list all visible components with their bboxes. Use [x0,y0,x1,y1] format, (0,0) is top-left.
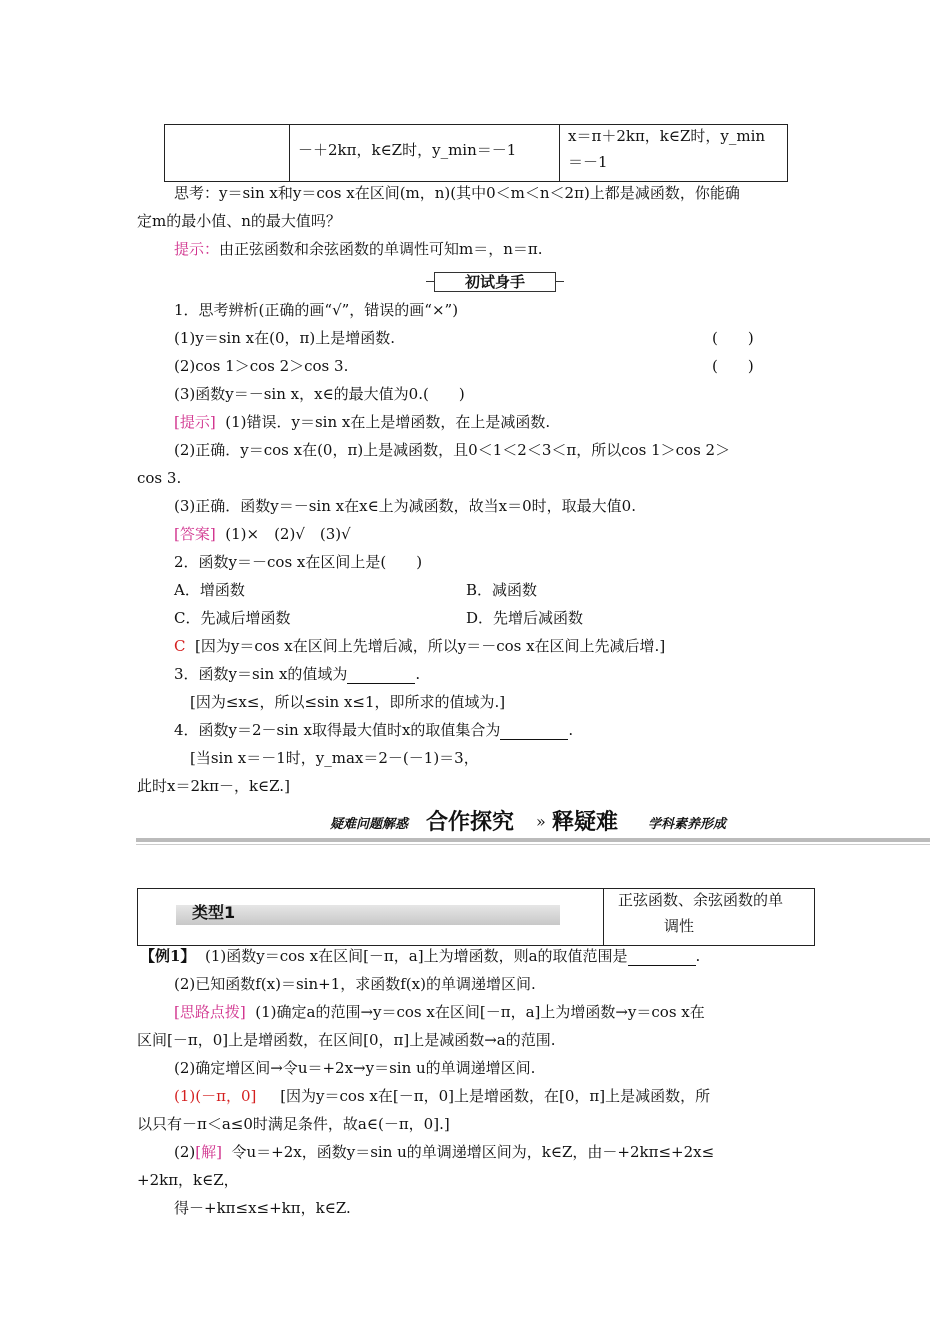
q3-blank [347,669,415,684]
q1-item-1: (1)y＝sin x在(0，π)上是增函数. [174,329,395,347]
table-cell-right-line2: ＝－1 [568,153,608,171]
hint-text: 由正弦函数和余弦函数的单调性可知m＝，n＝π. [219,240,543,258]
banner-arrow-icon: » [536,812,546,831]
answer-label: [答案] [174,525,216,543]
q2-option-b: B．减函数 [466,581,538,599]
table-cell-mid: －＋2kπ，k∈Z时，y_min＝－1 [298,141,517,159]
think-path-label: [思路点拨] [174,1003,246,1021]
table-divider-1 [289,125,290,181]
q1-paren-1: ( ) [712,329,754,347]
think-path-line2: 区间[－π，0]上是增函数，在区间[0，π]上是减函数→a的范围. [137,1031,556,1049]
banner-right: 学科素养形成 [648,817,727,832]
q1-item-2: (2)cos 1＞cos 2＞cos 3. [174,357,349,375]
banner-band [136,838,930,842]
tip-text-1: (1)错误．y＝sin x在上是增函数，在上是减函数. [225,413,551,431]
q4-answer-1: [当sin x＝－1时，y_max＝2－(－1)＝3， [190,749,479,767]
section-title-trial: 初试身手 [434,272,556,292]
banner-main-1: 合作探究 [426,810,515,835]
banner-left: 疑难问题解惑 [330,817,409,832]
q1-tip-1 [174,412,550,432]
q2-answer [174,636,665,656]
q2-title: 2．函数y＝－cos x在区间上是( ) [174,553,423,571]
q3-text: 3．函数y＝sin x的值域为 [174,665,348,683]
hint-line [174,239,543,259]
hint-label: 提示： [174,240,220,258]
header-rule-right [556,281,564,282]
think-line2: 定m的最小值、n的最大值吗？ [137,212,341,230]
think-path-line3: (2)确定增区间→令u＝+2x→y＝sin u的单调递增区间. [174,1059,536,1077]
q4-answer-2: 此时x＝2kπ－，k∈Z.] [137,777,290,795]
header-rule-left [426,281,434,282]
q2-option-d: D．先增后减函数 [466,609,584,627]
solution2-line2: +2kπ，k∈Z， [137,1171,239,1189]
q2-option-a: A．增函数 [174,581,245,599]
type-box-divider [603,889,604,945]
q1-paren-2: ( ) [712,357,754,375]
think-path-text-1: (1)确定a的范围→y＝cos x在区间[－π，a]上为增函数→y＝cos x在 [255,1003,705,1021]
q3-title [174,664,420,684]
q4-title [174,720,573,740]
type-label: 类型1 [192,903,236,922]
type-title-2: 调性 [664,917,695,935]
q1-item-3: (3)函数y＝－sin x，x∈的最大值为0.( ) [174,385,465,403]
solution1-line2: 以只有－π＜a≤0时满足条件，故a∈(－π，0].] [137,1115,450,1133]
q1-tip-2a: (2)正确．y＝cos x在(0，π)上是减函数，且0＜1＜2＜3＜π，所以cos 1＞cos 2＞ [174,441,731,459]
solution2-line3: 得－+kπ≤x≤+kπ，k∈Z. [174,1199,351,1217]
q3-answer: [因为≤x≤，所以≤sin x≤1，即所求的值域为.] [190,693,506,711]
q1-tip-2b: cos 3. [137,469,182,487]
q2-option-c: C．先减后增函数 [174,609,291,627]
type-title-1: 正弦函数、余弦函数的单 [618,891,784,909]
q1-tip-3: (3)正确．函数y＝－sin x在x∈上为减函数，故当x＝0时，取最大值0. [174,497,636,515]
q3-end: . [415,665,421,683]
tip-label: [提示] [174,413,216,431]
q1-answer [174,524,351,544]
solution2-line1 [174,1142,714,1162]
example-text-1: (1)函数y＝cos x在区间[－π，a]上为增函数，则a的取值范围是 [204,947,628,965]
table-cell-right-line1: x＝π＋2kπ，k∈Z时，y_min [568,127,766,145]
example-line2: (2)已知函数f(x)＝sin+1，求函数f(x)的单调递增区间. [174,975,536,993]
think-line1: 思考：y＝sin x和y＝cos x在区间(m，n)(其中0＜m＜n＜2π)上都是减函数，你能确 [174,184,740,202]
example-blank [628,951,696,966]
q1-title: 1．思考辨析(正确的画“√”，错误的画“×”) [174,301,459,319]
solution2-prefix: (2) [174,1143,196,1161]
solution2-text-1: 令u＝+2x，函数y＝sin u的单调递增区间为，k∈Z，由－+2kπ≤+2x≤ [231,1143,715,1161]
solution1-line1 [174,1086,710,1106]
banner-band-thin [136,844,930,845]
q2-answer-letter: C [174,637,186,655]
think-path-line1 [174,1002,705,1022]
q4-text: 4．函数y＝2－sin x取得最大值时x的取值集合为 [174,721,501,739]
solution2-label: [解] [195,1143,222,1161]
example-line1: 【例1】 (1)函数y＝cos x在区间[－π，a]上为增函数，则a的取值范围是 . [140,947,701,965]
q2-answer-text: [因为y＝cos x在区间上先增后减，所以y＝－cos x在区间上先减后增.] [195,637,666,655]
solution1-text-1: [因为y＝cos x在[－π，0]上是增函数，在[0，π]上是减函数，所 [280,1087,711,1105]
answer-text: (1)× (2)√ (3)√ [225,525,351,543]
banner-main-2: 释疑难 [552,810,619,835]
example-label: 【例1】 [140,947,196,965]
table-divider-2 [559,125,560,181]
q4-blank [500,725,568,740]
solution1-answer: (1)(－π，0] [174,1087,257,1105]
q4-end: . [568,721,574,739]
